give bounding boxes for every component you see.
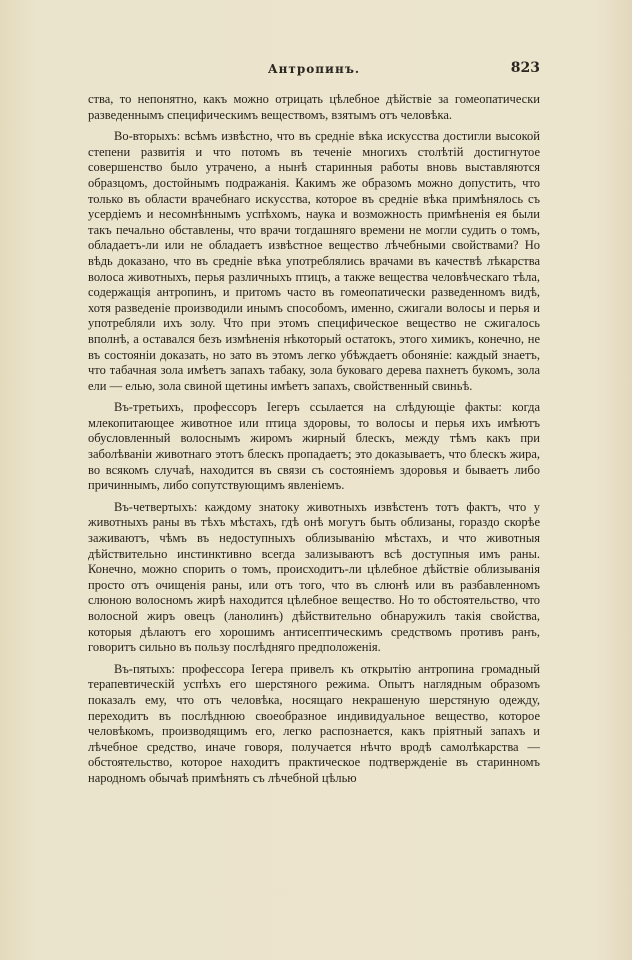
- body-text: [88, 92, 540, 787]
- paragraph-fifth-point: Въ-пятыхъ: профессора Іегера привелъ къ открытію антропина громадный терапевтическій успѣхъ его шерстяного режима. Опытъ наглядным образомъ показалъ ему, что отъ человѣка, носящаго некрашеную шерстяную одежду, переходитъ въ послѣднюю своеобразное индивидуальное вещество, которое человѣкомъ, производящимъ его, легко распознается, какъ пріятный запахъ и лѣчебное средство, иначе говоря, получается нѣчто вродѣ самолѣкарства — обстоятельство, которое находитъ практическое подтвержденіе въ старинномъ народномъ обычаѣ примѣнять съ лѣчебной цѣлью: [88, 661, 540, 785]
- paragraph-third-point: Въ-третьихъ, профессоръ Іегеръ ссылается на слѣдующіе факты: когда млекопитающее животное или птица здоровы, то волосы и перья ихъ имѣютъ обусловленный волоснымъ жиромъ жирный блескъ, между тѣмъ какъ при заболѣваніи животнаго этотъ блескъ пропадаетъ; это доказываетъ, что блескъ жира, во всякомъ случаѣ, находится въ связи съ состояніемъ здоровья и бываетъ либо причиннымъ, либо сопутствующимъ явленіемъ.: [88, 400, 540, 493]
- paragraph-continuation: ства, то непонятно, какъ можно отрицать цѣлебное дѣйствіе за гомеопатически разведеннымъ специфическимъ веществомъ, взятымъ отъ человѣка.: [88, 92, 540, 122]
- running-title: Антропинъ.: [267, 62, 361, 76]
- page-number: 823: [510, 60, 540, 76]
- page-header: [88, 60, 540, 80]
- paragraph-fourth-point: Въ-четвертыхъ: каждому знатоку животныхъ извѣстенъ тотъ фактъ, что у животныхъ раны въ тѣхъ мѣстахъ, гдѣ онѣ могутъ быть облизаны, гораздо скорѣе заживаютъ, чѣмъ въ недоступныхъ облизыванію мѣстахъ, и что животныя дѣйствительно инстинктивно всегда зализываютъ всѣ доступныя имъ раны. Конечно, можно спорить о томъ, происходитъ-ли цѣлебное дѣйствіе облизыванія просто отъ очищенія раны, или отъ того, что въ слюнѣ или въ разбавленномъ слюною волосномъ жирѣ находится цѣлебное вещество. Но то обстоятельство, что волосной жиръ овецъ (ланолинъ) дѣйствительно обнаружилъ такія свойства, которыя дѣлаютъ его хорошимъ антисептическимъ средствомъ противъ ранъ, говоритъ сильно въ пользу послѣдняго предположенія.: [88, 499, 540, 655]
- paragraph-second-point: Во-вторыхъ: всѣмъ извѣстно, что въ средніе вѣка искусства достигли высокой степени развитія и что потомъ въ теченіе многихъ столѣтій достигнутое совершенство было утрачено, а нынѣ старинныя работы вновь выставляются образцомъ, достойнымъ подражанія. Какимъ же образомъ можно допустить, что только въ области врачебнаго искусства, которое въ средніе вѣка примѣнялось съ усердіемъ и несомнѣннымъ успѣхомъ, наука и возможность примѣненія ея были такъ печально обставлены, что врачи тогдашняго времени не могли судить о томъ, обладаетъ-ли или не обладаетъ извѣстное вещество лѣчебными свойствами? Но вѣдь доказано, что въ средніе вѣка употреблялись врачами въ качествѣ лѣкарства волоса животныхъ, перья различныхъ птицъ, а также вещества человѣческаго тѣла, содержащія антропинъ, и притомъ часто въ гомеопатически разведенномъ видѣ, хотя разведеніе производили инымъ способомъ, именно, сжигали волосы и перья и употребляли ихъ золу. Что при этомъ специфическое вещество не сжигалось вполнѣ, а оставался безъ измѣненія нѣкоторый остатокъ, этого химикъ, конечно, не въ состояніи доказать, но зато въ этомъ легко убѣждаетъ обоняніе: каждый знаетъ, что табачная зола имѣетъ запахъ табаку, зола буковаго дерева пахнетъ букомъ, зола ели — елью, зола свиной щетины имѣетъ запахъ, свойственный свиньѣ.: [88, 129, 540, 393]
